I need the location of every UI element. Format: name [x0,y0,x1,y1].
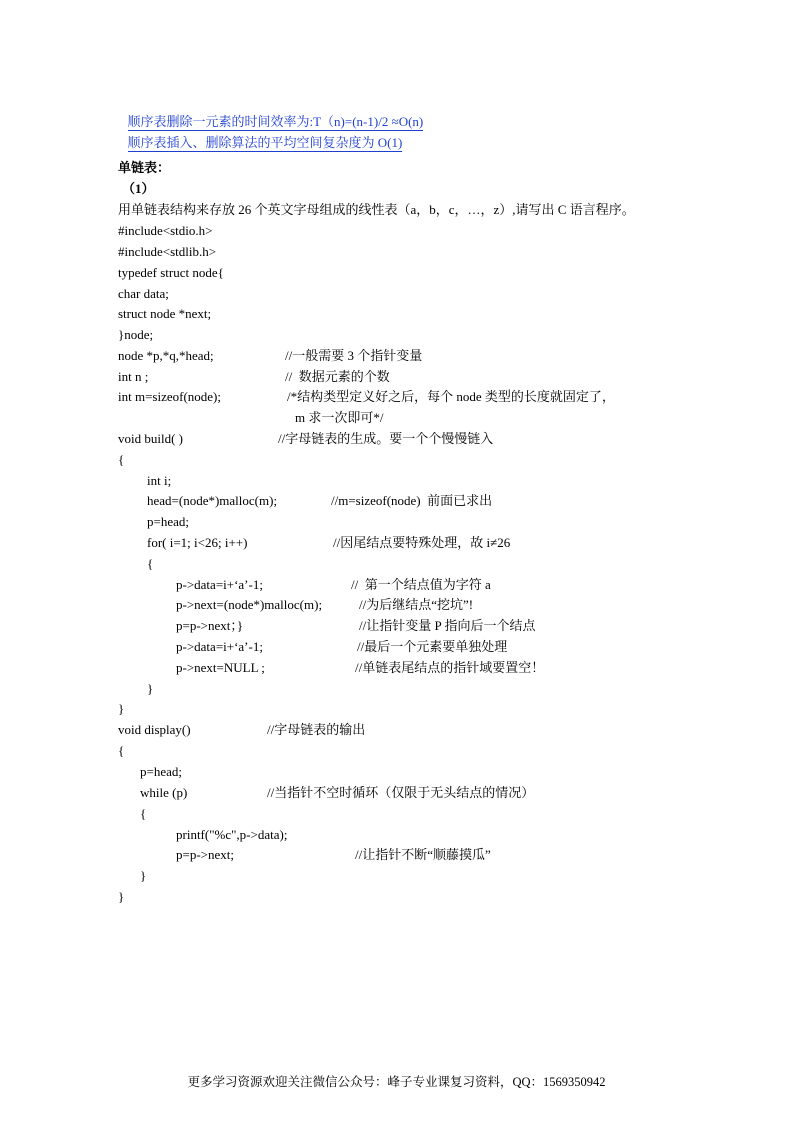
code-comment: // 数据元素的个数 [285,369,390,384]
code-line: p=p->next; [176,847,234,862]
code-line: typedef struct node{ [118,265,224,280]
code-line: } [118,701,125,716]
code-line: #include<stdio.h> [118,223,213,238]
code-line: while (p) [140,785,188,800]
code-line: p->next=(node*)malloc(m); [176,597,323,612]
code-line: p=head; [140,764,182,779]
code-comment: //为后继结点“挖坑”! [359,597,474,612]
section-heading: 单链表： [118,160,171,175]
code-line: void build( ) [118,431,183,446]
code-comment: // 第一个结点值为字符 a [351,577,491,592]
code-line: p->data=i+‘a’-1; [176,639,263,654]
code-line: { [140,806,147,821]
code-line: } [147,681,154,696]
code-comment: //因尾结点要特殊处理，故 i≠26 [333,535,511,550]
code-line: char data; [118,286,169,301]
code-line: printf("%c",p->data); [176,827,288,842]
page-footer: 更多学习资源欢迎关注微信公众号：峰子专业课复习资料，QQ：1569350942 [187,1075,606,1089]
code-comment: //让指针不断“顺藤摸瓜” [355,847,491,862]
code-comment: m 求一次即可*/ [295,410,384,425]
code-line: int i; [147,473,172,488]
code-comment: //让指针变量 P 指向后一个结点 [359,618,536,633]
code-line: }node; [118,327,154,342]
code-comment: //字母链表的生成。要一个个慢慢链入 [278,431,494,446]
code-line: void display() [118,722,191,737]
code-line: struct node *next; [118,306,212,321]
code-comment: /*结构类型定义好之后，每个 node 类型的长度就固定了， [287,389,615,404]
code-line: p->next=NULL ; [176,660,265,675]
code-line: p=p->next；} [176,618,244,633]
code-comment: //单链表尾结点的指针域要置空！ [355,660,545,675]
code-comment: //字母链表的输出 [267,722,366,737]
code-line: int n ; [118,369,149,384]
note-space-complexity-text: 顺序表插入、删除算法的平均空间复杂度为 O(1) [127,135,403,150]
code-line: p=head; [147,514,189,529]
question-text: 用单链表结构来存放 26 个英文字母组成的线性表（a，b，c，…，z）,请写出 C 语言程序。 [118,202,635,217]
code-line: } [118,889,125,904]
code-line: int m=sizeof(node); [118,389,221,404]
code-line: { [147,556,154,571]
code-line: { [118,743,125,758]
code-line: { [118,452,125,467]
code-comment: //当指针不空时循环（仅限于无头结点的情况） [267,785,535,800]
code-line: } [140,868,147,883]
code-comment: //一般需要 3 个指针变量 [285,348,423,363]
note-time-efficiency-text: 顺序表删除一元素的时间效率为:T（n)=(n-1)/2 ≈O(n) [127,114,424,129]
code-comment: //m=sizeof(node) 前面已求出 [331,493,493,508]
code-comment: //最后一个元素要单独处理 [357,639,508,654]
code-line: node *p,*q,*head; [118,348,214,363]
section-subheading: （1） [122,181,155,196]
code-line: head=(node*)malloc(m); [147,493,278,508]
code-line: for( i=1; i<26; i++) [147,535,248,550]
note-space-complexity [121,119,402,151]
code-line: #include<stdlib.h> [118,244,217,259]
code-line: p->data=i+‘a’-1; [176,577,263,592]
